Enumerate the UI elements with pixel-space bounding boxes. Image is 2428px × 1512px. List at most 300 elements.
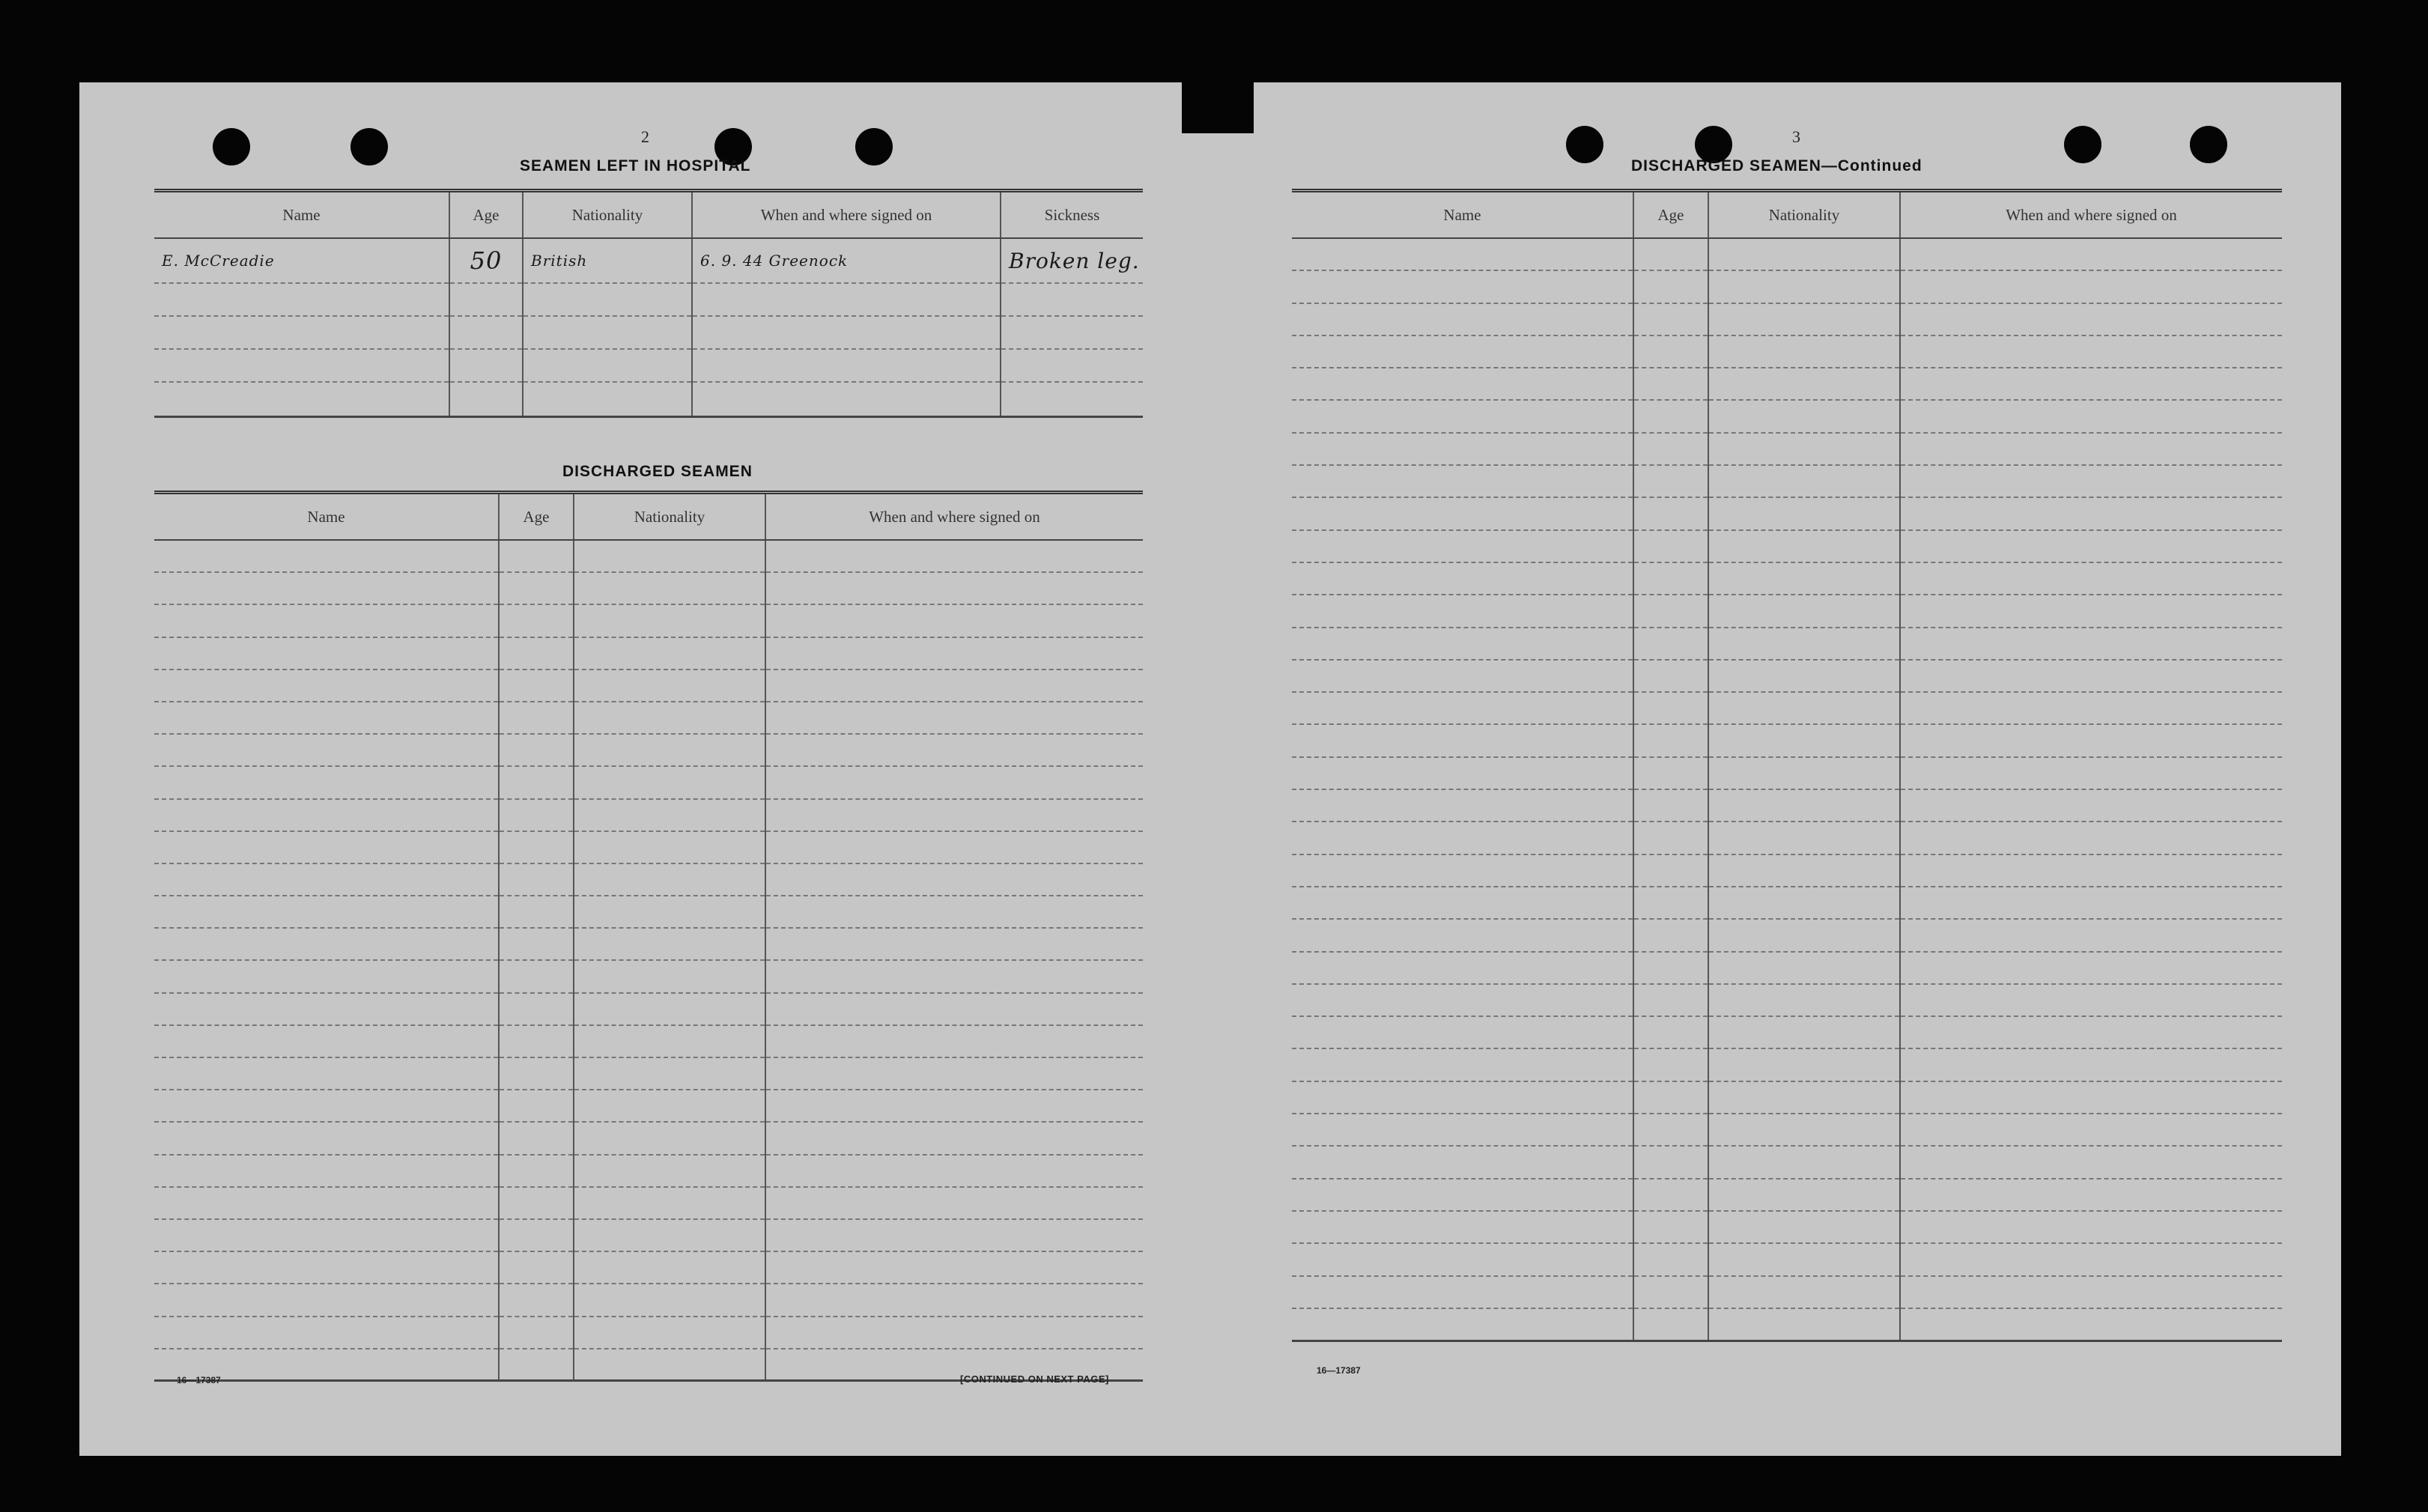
- blank-cell: [765, 734, 1143, 766]
- table-row: [1292, 1081, 2282, 1114]
- blank-cell: [1633, 1276, 1708, 1308]
- blank-cell: [1633, 1146, 1708, 1178]
- blank-cell: [1708, 887, 1900, 919]
- blank-cell: [499, 540, 574, 572]
- blank-cell: [499, 896, 574, 928]
- blank-cell: [765, 1284, 1143, 1316]
- table-row: [1292, 1243, 2282, 1275]
- table-row: [154, 766, 1143, 798]
- blank-cell: [1708, 530, 1900, 562]
- blank-cell: [154, 896, 499, 928]
- blank-cell: [1633, 757, 1708, 789]
- blank-cell: [1708, 270, 1900, 303]
- blank-cell: [1708, 822, 1900, 854]
- blank-cell: [574, 637, 765, 670]
- cell-age: [449, 349, 523, 382]
- cell-nationality: [523, 283, 692, 316]
- blank-cell: [1708, 433, 1900, 465]
- blank-cell: [154, 1057, 499, 1090]
- blank-cell: [1900, 1308, 2282, 1341]
- blank-cell: [1708, 368, 1900, 400]
- table-row: [154, 896, 1143, 928]
- blank-cell: [574, 1219, 765, 1251]
- blank-cell: [499, 1155, 574, 1187]
- blank-cell: [1900, 433, 2282, 465]
- table-row: [154, 283, 1143, 316]
- hospital-heading: SEAMEN LEFT IN HOSPITAL: [520, 157, 751, 174]
- cell-sickness: Broken leg.: [1001, 238, 1143, 283]
- blank-cell: [765, 637, 1143, 670]
- discharged-seamen-table: [154, 491, 1143, 1382]
- punch-hole: [855, 128, 893, 166]
- blank-cell: [1292, 400, 1633, 432]
- table-row: [1292, 433, 2282, 465]
- blank-cell: [1633, 433, 1708, 465]
- blank-cell: [765, 896, 1143, 928]
- blank-cell: [1633, 1114, 1708, 1146]
- blank-cell: [1633, 984, 1708, 1016]
- blank-cell: [574, 1317, 765, 1349]
- blank-cell: [1708, 660, 1900, 692]
- blank-cell: [1292, 724, 1633, 756]
- blank-cell: [1900, 336, 2282, 368]
- blank-cell: [1292, 887, 1633, 919]
- cell-age: 50: [449, 238, 523, 283]
- blank-cell: [1292, 368, 1633, 400]
- column-header-name: Name: [154, 493, 499, 541]
- blank-cell: [1708, 1146, 1900, 1178]
- blank-cell: [1633, 336, 1708, 368]
- blank-cell: [1900, 530, 2282, 562]
- blank-cell: [574, 1090, 765, 1122]
- blank-cell: [1292, 854, 1633, 887]
- cell-name: [154, 316, 449, 349]
- table-row: [1292, 1146, 2282, 1178]
- cell-signed-on: [692, 349, 1001, 382]
- blank-cell: [154, 670, 499, 702]
- blank-cell: [1292, 984, 1633, 1016]
- table-row: [154, 1219, 1143, 1251]
- blank-cell: [574, 766, 765, 798]
- blank-cell: [574, 604, 765, 637]
- blank-cell: [1292, 303, 1633, 336]
- cell-name: [154, 349, 449, 382]
- table-row: [1292, 1048, 2282, 1081]
- column-header-age: Age: [449, 191, 523, 239]
- blank-cell: [154, 1284, 499, 1316]
- blank-cell: [1292, 465, 1633, 497]
- blank-cell: [1633, 692, 1708, 724]
- blank-cell: [1708, 854, 1900, 887]
- column-header-name: Name: [1292, 191, 1633, 239]
- table-row: [1292, 336, 2282, 368]
- table-row: [154, 831, 1143, 863]
- blank-cell: [1633, 303, 1708, 336]
- table-row: [154, 734, 1143, 766]
- table-row: [1292, 724, 2282, 756]
- blank-cell: [1292, 660, 1633, 692]
- blank-cell: [154, 766, 499, 798]
- blank-cell: [765, 993, 1143, 1025]
- blank-cell: [1633, 1016, 1708, 1048]
- blank-cell: [765, 960, 1143, 992]
- blank-cell: [574, 734, 765, 766]
- table-row: [1292, 1016, 2282, 1048]
- punch-hole: [1566, 126, 1603, 163]
- discharged-heading: DISCHARGED SEAMEN: [562, 463, 753, 480]
- blank-cell: [154, 572, 499, 604]
- blank-cell: [574, 1349, 765, 1381]
- blank-cell: [1708, 303, 1900, 336]
- form-number: 16—17387: [177, 1375, 221, 1385]
- blank-cell: [499, 863, 574, 896]
- table-row: [1292, 789, 2282, 822]
- blank-cell: [499, 1122, 574, 1154]
- blank-cell: [1708, 238, 1900, 270]
- table-row: [1292, 628, 2282, 660]
- table-row: [154, 928, 1143, 960]
- table-row: [1292, 919, 2282, 951]
- blank-cell: [574, 1155, 765, 1187]
- blank-cell: [1633, 595, 1708, 627]
- cell-sickness: [1001, 283, 1143, 316]
- blank-cell: [1900, 1276, 2282, 1308]
- blank-cell: [1900, 757, 2282, 789]
- table-row: [1292, 595, 2282, 627]
- blank-cell: [1292, 692, 1633, 724]
- blank-cell: [1708, 919, 1900, 951]
- blank-cell: [765, 1090, 1143, 1122]
- blank-cell: [1292, 1308, 1633, 1341]
- table-row: [1292, 952, 2282, 984]
- blank-cell: [154, 604, 499, 637]
- blank-cell: [574, 1251, 765, 1284]
- blank-cell: [765, 540, 1143, 572]
- blank-cell: [1292, 1048, 1633, 1081]
- blank-cell: [1633, 465, 1708, 497]
- blank-cell: [154, 1155, 499, 1187]
- blank-cell: [1292, 1146, 1633, 1178]
- blank-cell: [1633, 724, 1708, 756]
- blank-cell: [1708, 1308, 1900, 1341]
- right-page: [1208, 82, 2341, 1456]
- blank-cell: [574, 960, 765, 992]
- blank-cell: [499, 734, 574, 766]
- blank-cell: [1292, 919, 1633, 951]
- page-number: 2: [641, 127, 649, 146]
- blank-cell: [765, 1317, 1143, 1349]
- blank-cell: [1292, 562, 1633, 595]
- cell-name: [154, 283, 449, 316]
- table-row: [154, 604, 1143, 637]
- blank-cell: [765, 928, 1143, 960]
- blank-cell: [1633, 628, 1708, 660]
- blank-cell: [499, 799, 574, 831]
- table-row: [1292, 757, 2282, 789]
- blank-cell: [1292, 497, 1633, 529]
- blank-cell: [1708, 628, 1900, 660]
- discharged-seamen-continued-table: [1292, 189, 2282, 1342]
- blank-cell: [1900, 822, 2282, 854]
- blank-cell: [154, 1219, 499, 1251]
- blank-cell: [499, 670, 574, 702]
- cell-sickness: [1001, 316, 1143, 349]
- blank-cell: [1900, 497, 2282, 529]
- punch-hole: [2064, 126, 2101, 163]
- table-row: [1292, 562, 2282, 595]
- blank-cell: [1633, 1179, 1708, 1211]
- blank-cell: [1633, 270, 1708, 303]
- blank-cell: [1900, 303, 2282, 336]
- blank-cell: [1633, 887, 1708, 919]
- column-header-nationality: Nationality: [1708, 191, 1900, 239]
- table-row: [154, 637, 1143, 670]
- column-header-nationality: Nationality: [574, 493, 765, 541]
- blank-cell: [1900, 270, 2282, 303]
- blank-cell: [499, 831, 574, 863]
- blank-cell: [574, 1187, 765, 1219]
- blank-cell: [1292, 1179, 1633, 1211]
- blank-cell: [1633, 822, 1708, 854]
- table-row: [1292, 530, 2282, 562]
- blank-cell: [1708, 465, 1900, 497]
- table-row: [154, 540, 1143, 572]
- column-header-age: Age: [499, 493, 574, 541]
- blank-cell: [154, 1090, 499, 1122]
- blank-cell: [1292, 1243, 1633, 1275]
- blank-cell: [1708, 1211, 1900, 1243]
- column-header-name: Name: [154, 191, 449, 239]
- blank-cell: [499, 572, 574, 604]
- table-row: [1292, 984, 2282, 1016]
- blank-cell: [1292, 1081, 1633, 1114]
- blank-cell: [574, 799, 765, 831]
- blank-cell: [1900, 1048, 2282, 1081]
- page-number: 3: [1792, 127, 1800, 146]
- table-row: [1292, 303, 2282, 336]
- blank-cell: [1633, 1081, 1708, 1114]
- blank-cell: [154, 540, 499, 572]
- blank-cell: [1900, 1179, 2282, 1211]
- table-row: [1292, 1308, 2282, 1341]
- table-row: [1292, 465, 2282, 497]
- blank-cell: [1708, 952, 1900, 984]
- blank-cell: [1900, 789, 2282, 822]
- cell-name: [154, 382, 449, 416]
- cell-age: [449, 382, 523, 416]
- blank-cell: [765, 1122, 1143, 1154]
- blank-cell: [574, 1122, 765, 1154]
- blank-cell: [499, 1284, 574, 1316]
- blank-cell: [499, 1219, 574, 1251]
- blank-cell: [765, 604, 1143, 637]
- blank-cell: [1633, 238, 1708, 270]
- blank-cell: [499, 1349, 574, 1381]
- blank-cell: [499, 1317, 574, 1349]
- blank-cell: [1292, 595, 1633, 627]
- blank-cell: [1900, 887, 2282, 919]
- table-row: [154, 572, 1143, 604]
- blank-cell: [1292, 952, 1633, 984]
- blank-cell: [574, 1057, 765, 1090]
- binding-tab: [1182, 81, 1254, 133]
- blank-cell: [1708, 1048, 1900, 1081]
- blank-cell: [1292, 1276, 1633, 1308]
- cell-sickness: [1001, 349, 1143, 382]
- table-row: [1292, 692, 2282, 724]
- cell-signed-on: 6. 9. 44 Greenock: [692, 238, 1001, 283]
- blank-cell: [1900, 1114, 2282, 1146]
- table-row: [154, 316, 1143, 349]
- cell-signed-on: [692, 382, 1001, 416]
- blank-cell: [1900, 595, 2282, 627]
- blank-cell: [765, 831, 1143, 863]
- table-row: [154, 1187, 1143, 1219]
- blank-cell: [1292, 530, 1633, 562]
- punch-hole: [350, 128, 388, 166]
- blank-cell: [499, 1251, 574, 1284]
- blank-cell: [1708, 984, 1900, 1016]
- blank-cell: [1900, 1211, 2282, 1243]
- blank-cell: [1900, 854, 2282, 887]
- blank-cell: [1633, 400, 1708, 432]
- table-row: [154, 349, 1143, 382]
- blank-cell: [499, 960, 574, 992]
- blank-cell: [1708, 1243, 1900, 1275]
- blank-cell: [1900, 952, 2282, 984]
- cell-sickness: [1001, 382, 1143, 416]
- cell-nationality: [523, 316, 692, 349]
- table-row: [1292, 400, 2282, 432]
- blank-cell: [765, 1251, 1143, 1284]
- blank-cell: [1708, 400, 1900, 432]
- column-header-signed-on: When and where signed on: [765, 493, 1143, 541]
- blank-cell: [1900, 368, 2282, 400]
- table-row: [154, 993, 1143, 1025]
- table-row: [1292, 1276, 2282, 1308]
- blank-cell: [154, 863, 499, 896]
- heading-main: DISCHARGED SEAMEN: [1631, 157, 1821, 174]
- cell-signed-on: [692, 316, 1001, 349]
- blank-cell: [499, 766, 574, 798]
- blank-cell: [1633, 919, 1708, 951]
- table-row: [154, 1057, 1143, 1090]
- blank-cell: [499, 637, 574, 670]
- table-row: [154, 1317, 1143, 1349]
- blank-cell: [154, 831, 499, 863]
- blank-cell: [765, 1155, 1143, 1187]
- blank-cell: [154, 734, 499, 766]
- blank-cell: [1292, 1114, 1633, 1146]
- table-row: [154, 238, 1143, 283]
- blank-cell: [765, 1025, 1143, 1057]
- blank-cell: [574, 896, 765, 928]
- blank-cell: [574, 863, 765, 896]
- blank-cell: [1708, 1179, 1900, 1211]
- blank-cell: [499, 1187, 574, 1219]
- blank-cell: [765, 799, 1143, 831]
- blank-cell: [1708, 1081, 1900, 1114]
- table-row: [1292, 238, 2282, 270]
- column-header-signed-on: When and where signed on: [1900, 191, 2282, 239]
- blank-cell: [765, 1057, 1143, 1090]
- table-row: [154, 1155, 1143, 1187]
- left-page: [79, 82, 1212, 1456]
- blank-cell: [1292, 1211, 1633, 1243]
- cell-age: [449, 283, 523, 316]
- blank-cell: [1633, 1308, 1708, 1341]
- table-row: [154, 702, 1143, 734]
- blank-cell: [154, 1187, 499, 1219]
- blank-cell: [1900, 238, 2282, 270]
- table-row: [154, 670, 1143, 702]
- blank-cell: [1900, 562, 2282, 595]
- blank-cell: [1292, 336, 1633, 368]
- table-row: [1292, 270, 2282, 303]
- table-row: [154, 863, 1143, 896]
- blank-cell: [1900, 724, 2282, 756]
- column-header-nationality: Nationality: [523, 191, 692, 239]
- table-row: [154, 799, 1143, 831]
- blank-cell: [1633, 530, 1708, 562]
- blank-cell: [1900, 628, 2282, 660]
- blank-cell: [1900, 400, 2282, 432]
- blank-cell: [499, 702, 574, 734]
- cell-nationality: [523, 349, 692, 382]
- blank-cell: [499, 1090, 574, 1122]
- blank-cell: [154, 702, 499, 734]
- table-row: [1292, 368, 2282, 400]
- column-header-age: Age: [1633, 191, 1708, 239]
- blank-cell: [1708, 757, 1900, 789]
- blank-cell: [154, 1122, 499, 1154]
- table-row: [1292, 822, 2282, 854]
- blank-cell: [1900, 1146, 2282, 1178]
- blank-cell: [1708, 497, 1900, 529]
- table-row: [154, 382, 1143, 416]
- blank-cell: [1708, 336, 1900, 368]
- blank-cell: [499, 1025, 574, 1057]
- blank-cell: [765, 1219, 1143, 1251]
- discharged-continued-heading: [1631, 157, 1922, 175]
- punch-hole: [213, 128, 250, 166]
- blank-cell: [1708, 692, 1900, 724]
- blank-cell: [1633, 952, 1708, 984]
- blank-cell: [765, 702, 1143, 734]
- blank-cell: [574, 540, 765, 572]
- cell-age: [449, 316, 523, 349]
- blank-cell: [1292, 1016, 1633, 1048]
- blank-cell: [1708, 1276, 1900, 1308]
- blank-cell: [574, 702, 765, 734]
- blank-cell: [154, 1317, 499, 1349]
- blank-cell: [499, 604, 574, 637]
- blank-cell: [574, 1025, 765, 1057]
- blank-cell: [1708, 789, 1900, 822]
- blank-cell: [574, 670, 765, 702]
- table-row: [154, 1284, 1143, 1316]
- blank-cell: [1900, 919, 2282, 951]
- blank-cell: [499, 928, 574, 960]
- blank-cell: [1900, 692, 2282, 724]
- blank-cell: [574, 993, 765, 1025]
- blank-cell: [574, 572, 765, 604]
- blank-cell: [154, 993, 499, 1025]
- blank-cell: [765, 1187, 1143, 1219]
- blank-cell: [1708, 1114, 1900, 1146]
- blank-cell: [1708, 595, 1900, 627]
- blank-cell: [1633, 497, 1708, 529]
